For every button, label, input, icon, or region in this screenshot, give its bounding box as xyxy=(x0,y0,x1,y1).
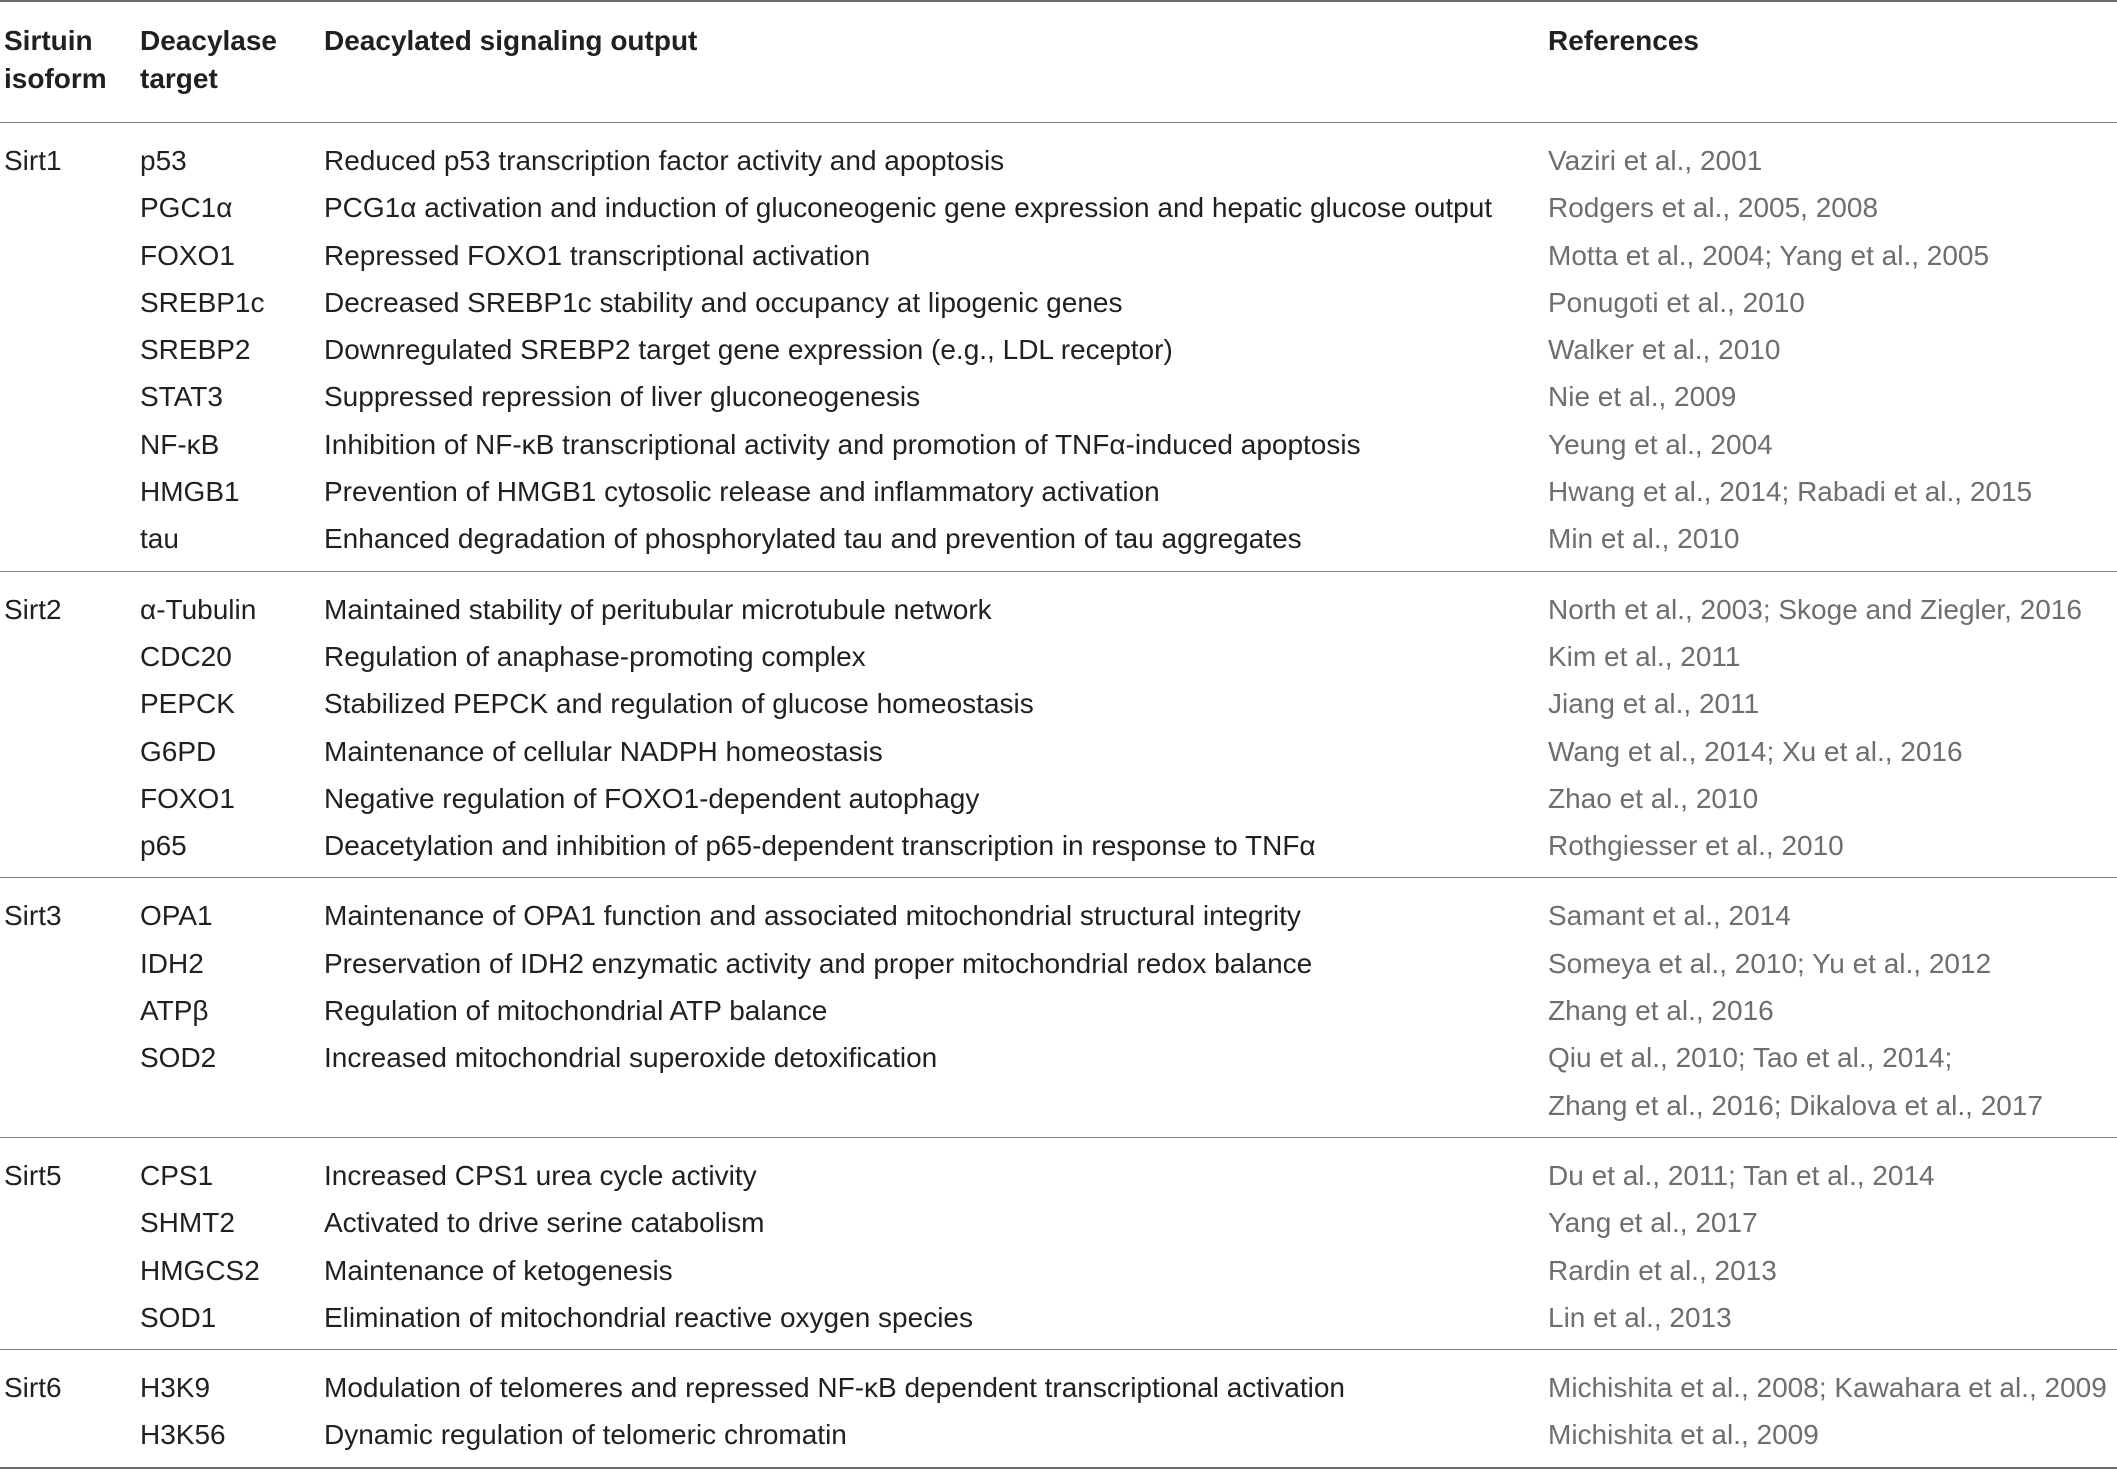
cell-references xyxy=(1548,326,2117,373)
table-row xyxy=(0,1247,2117,1294)
table-row xyxy=(0,878,2117,940)
cell-target: H3K56 xyxy=(140,1419,226,1451)
cell-references: Du et al., 2011; Tan et al., 2014 xyxy=(1548,1159,1935,1191)
table-row xyxy=(0,515,2117,571)
cell-isoform xyxy=(0,822,140,878)
table-row xyxy=(0,1199,2117,1246)
cell-references xyxy=(1548,184,2117,231)
cell-target: PEPCK xyxy=(140,688,235,720)
reference-link[interactable]: Yeung et al., 2004 xyxy=(1548,428,1773,460)
cell-output: Stabilized PEPCK and regulation of glucose homeostasis xyxy=(324,688,1034,720)
cell-isoform xyxy=(0,1411,140,1467)
reference-link[interactable]: Motta et al., 2004 xyxy=(1548,239,1765,271)
cell-references: Motta et al., 2004; Yang et al., 2005 xyxy=(1548,239,1990,271)
header-signaling-output: Deacylated signaling output xyxy=(324,25,698,56)
cell-output: Downregulated SREBP2 target gene expression (e.g., LDL receptor) xyxy=(324,334,1173,366)
reference-link[interactable]: Yang et al., 2005 xyxy=(1779,239,1990,271)
reference-link[interactable]: Walker et al., 2010 xyxy=(1548,334,1781,366)
cell-references xyxy=(1548,1247,2117,1294)
cell-target: SHMT2 xyxy=(140,1207,235,1239)
table-row xyxy=(0,421,2117,468)
cell-references: Qiu et al., 2010; Tao et al., 2014; xyxy=(1548,1042,1953,1074)
cell-output: Elimination of mitochondrial reactive oxygen species xyxy=(324,1301,973,1333)
cell-isoform xyxy=(0,633,140,680)
reference-link[interactable]: Rardin et al., 2013 xyxy=(1548,1254,1777,1286)
reference-link[interactable]: Min et al., 2010 xyxy=(1548,523,1740,555)
cell-isoform xyxy=(0,775,140,822)
cell-references xyxy=(1548,123,2117,185)
group-sirt2 xyxy=(0,571,2117,878)
reference-link[interactable]: Michishita et al., 2008 xyxy=(1548,1372,1819,1404)
header-sirtuin-isoform: Sirtuin isoform xyxy=(4,25,107,94)
cell-output: Preservation of IDH2 enzymatic activity and proper mitochondrial redox balance xyxy=(324,947,1313,979)
cell-references xyxy=(1548,1411,2117,1467)
reference-link[interactable]: Tan et al., 2014 xyxy=(1743,1159,1935,1191)
table-row xyxy=(0,468,2117,515)
cell-target: OPA1 xyxy=(140,900,213,932)
reference-link[interactable]: Samant et al., 2014 xyxy=(1548,900,1791,932)
table-row xyxy=(0,232,2117,279)
cell-target: p53 xyxy=(140,145,187,176)
table-row xyxy=(0,728,2117,775)
cell-output: PCG1α activation and induction of gluconeogenic gene expression and hepatic glucose output xyxy=(324,192,1493,224)
table-row xyxy=(0,1034,2117,1081)
cell-references: Michishita et al., 2008; Kawahara et al., 2009 xyxy=(1548,1372,2107,1404)
reference-link[interactable]: Du et al., 2011 xyxy=(1548,1159,1729,1191)
cell-references: Wang et al., 2014; Xu et al., 2016 xyxy=(1548,735,1963,767)
reference-link[interactable]: Zhao et al., 2010 xyxy=(1548,782,1759,814)
cell-output: Maintenance of OPA1 function and associated mitochondrial structural integrity xyxy=(324,900,1301,932)
cell-output: Modulation of telomeres and repressed NF-κB dependent transcriptional activation xyxy=(324,1372,1346,1404)
reference-link[interactable]: Kim et al., 2011 xyxy=(1548,640,1741,672)
cell-isoform xyxy=(0,468,140,515)
cell-target: FOXO1 xyxy=(140,239,235,271)
cell-output: Increased mitochondrial superoxide detoxification xyxy=(324,1042,938,1074)
reference-link[interactable]: Skoge and Ziegler, 2016 xyxy=(1778,593,2082,625)
cell-isoform xyxy=(0,1294,140,1350)
table-row xyxy=(0,373,2117,420)
table-row xyxy=(0,1350,2117,1412)
cell-output: Suppressed repression of liver gluconeogenesis xyxy=(324,381,921,413)
reference-link[interactable]: Qiu et al., 2010 xyxy=(1548,1042,1738,1074)
cell-target: H3K9 xyxy=(140,1372,211,1404)
reference-link[interactable]: Wang et al., 2014 xyxy=(1548,735,1767,767)
cell-isoform xyxy=(0,279,140,326)
cell-references xyxy=(1548,878,2117,940)
cell-references xyxy=(1548,421,2117,468)
table-row xyxy=(0,940,2117,987)
reference-link[interactable]: Someya et al., 2010 xyxy=(1548,947,1798,979)
cell-output xyxy=(324,1082,1548,1138)
cell-output: Decreased SREBP1c stability and occupancy at lipogenic genes xyxy=(324,286,1123,318)
cell-output: Negative regulation of FOXO1-dependent autophagy xyxy=(324,782,980,814)
cell-references xyxy=(1548,633,2117,680)
cell-isoform: Sirt6 xyxy=(4,1372,62,1404)
cell-output: Repressed FOXO1 transcriptional activation xyxy=(324,239,871,271)
cell-references: Someya et al., 2010; Yu et al., 2012 xyxy=(1548,947,1992,979)
cell-target: HMGCS2 xyxy=(140,1254,260,1286)
cell-isoform: Sirt2 xyxy=(4,593,62,625)
cell-references xyxy=(1548,680,2117,727)
cell-isoform xyxy=(0,987,140,1034)
reference-link[interactable]: Yang et al., 2017 xyxy=(1548,1207,1758,1239)
reference-link[interactable]: Ponugoti et al., 2010 xyxy=(1548,286,1805,318)
table-header xyxy=(0,1,2117,123)
cell-references xyxy=(1548,279,2117,326)
reference-link[interactable]: Rodgers et al., 2005, 2008 xyxy=(1548,192,1879,224)
reference-link[interactable]: Rothgiesser et al., 2010 xyxy=(1548,830,1844,862)
cell-output: Dynamic regulation of telomeric chromatin xyxy=(324,1419,847,1451)
cell-isoform: Sirt5 xyxy=(4,1159,62,1191)
reference-link[interactable]: North et al., 2003 xyxy=(1548,593,1763,625)
cell-output: Enhanced degradation of phosphorylated tau and prevention of tau aggregates xyxy=(324,523,1302,555)
cell-isoform xyxy=(0,680,140,727)
cell-references: Hwang et al., 2014; Rabadi et al., 2015 xyxy=(1548,476,2033,508)
reference-link[interactable]: Zhang et al., 2016 xyxy=(1548,995,1774,1027)
cell-target: tau xyxy=(140,523,179,555)
cell-output: Reduced p53 transcription factor activity and apoptosis xyxy=(324,145,1005,176)
cell-references xyxy=(1548,373,2117,420)
cell-target: SREBP1c xyxy=(140,286,265,318)
table-row xyxy=(0,1137,2117,1199)
cell-target xyxy=(140,1082,324,1138)
cell-isoform: Sirt1 xyxy=(4,145,62,176)
reference-link[interactable]: Yu et al., 2012 xyxy=(1812,947,1992,979)
cell-target: α-Tubulin xyxy=(140,593,257,625)
cell-isoform xyxy=(0,515,140,571)
cell-references xyxy=(1548,1294,2117,1350)
cell-isoform xyxy=(0,1199,140,1246)
cell-target: SOD1 xyxy=(140,1301,217,1333)
cell-references xyxy=(1548,1199,2117,1246)
table-row xyxy=(0,822,2117,878)
cell-isoform xyxy=(0,373,140,420)
table-row xyxy=(0,1082,2117,1138)
reference-link[interactable]: Michishita et al., 2009 xyxy=(1548,1419,1819,1451)
table-row xyxy=(0,1294,2117,1350)
cell-references xyxy=(1548,775,2117,822)
cell-output: Maintenance of cellular NADPH homeostasis xyxy=(324,735,883,767)
cell-isoform xyxy=(0,232,140,279)
cell-references xyxy=(1548,987,2117,1034)
reference-link[interactable]: Vaziri et al., 2001 xyxy=(1548,145,1763,176)
cell-output: Activated to drive serine catabolism xyxy=(324,1207,765,1239)
group-sirt3 xyxy=(0,878,2117,1137)
table-row xyxy=(0,987,2117,1034)
cell-target: NF-κB xyxy=(140,428,220,460)
cell-output: Inhibition of NF-κB transcriptional activity and promotion of TNFα-induced apoptosis xyxy=(324,428,1361,460)
group-sirt5 xyxy=(0,1137,2117,1349)
group-sirt1 xyxy=(0,123,2117,572)
cell-target: G6PD xyxy=(140,735,217,767)
table-row xyxy=(0,1411,2117,1467)
reference-link[interactable]: Kawahara et al., 2009 xyxy=(1834,1372,2107,1404)
reference-link[interactable]: Xu et al., 2016 xyxy=(1782,735,1963,767)
cell-isoform xyxy=(0,940,140,987)
header-references: References xyxy=(1548,25,1699,56)
cell-isoform xyxy=(0,184,140,231)
group-sirt6 xyxy=(0,1350,2117,1468)
table-row xyxy=(0,633,2117,680)
cell-target: STAT3 xyxy=(140,381,223,413)
cell-references xyxy=(1548,822,2117,878)
cell-target: FOXO1 xyxy=(140,782,235,814)
cell-target: ATPβ xyxy=(140,995,209,1027)
cell-isoform xyxy=(0,326,140,373)
cell-output: Maintenance of ketogenesis xyxy=(324,1254,673,1286)
reference-link[interactable]: Tao et al., 2014; xyxy=(1752,1042,1953,1074)
header-deacylase-target: Deacylase target xyxy=(140,25,278,94)
cell-output: Regulation of mitochondrial ATP balance xyxy=(324,995,828,1027)
table-row xyxy=(0,775,2117,822)
reference-link[interactable]: Lin et al., 2013 xyxy=(1548,1301,1732,1333)
reference-link[interactable]: Jiang et al., 2011 xyxy=(1548,688,1760,720)
table-row xyxy=(0,279,2117,326)
cell-target: p65 xyxy=(140,830,187,862)
cell-isoform xyxy=(0,1247,140,1294)
table-row xyxy=(0,680,2117,727)
reference-link[interactable]: Rabadi et al., 2015 xyxy=(1797,476,2033,508)
cell-isoform: Sirt3 xyxy=(4,900,62,932)
cell-target: HMGB1 xyxy=(140,476,240,508)
table-row xyxy=(0,184,2117,231)
cell-output: Increased CPS1 urea cycle activity xyxy=(324,1159,757,1191)
cell-target: SREBP2 xyxy=(140,334,251,366)
cell-isoform xyxy=(0,728,140,775)
cell-target: SOD2 xyxy=(140,1042,217,1074)
cell-isoform xyxy=(0,421,140,468)
table-row xyxy=(0,123,2117,185)
cell-target: IDH2 xyxy=(140,947,204,979)
cell-isoform xyxy=(0,1034,140,1081)
table-row xyxy=(0,571,2117,633)
cell-output: Regulation of anaphase-promoting complex xyxy=(324,640,866,672)
cell-output: Prevention of HMGB1 cytosolic release and inflammatory activation xyxy=(324,476,1160,508)
reference-link[interactable]: Zhang et al., 2016 xyxy=(1548,1089,1774,1121)
cell-target: PGC1α xyxy=(140,192,233,224)
reference-link[interactable]: Nie et al., 2009 xyxy=(1548,381,1737,413)
cell-isoform xyxy=(0,1082,140,1138)
cell-references xyxy=(1548,515,2117,571)
cell-target: CDC20 xyxy=(140,640,232,672)
cell-target: CPS1 xyxy=(140,1159,214,1191)
cell-output: Maintained stability of peritubular microtubule network xyxy=(324,593,992,625)
table-row xyxy=(0,326,2117,373)
cell-references: Zhang et al., 2016; Dikalova et al., 2017 xyxy=(1548,1089,2044,1121)
header-row xyxy=(0,2,2117,123)
reference-link[interactable]: Dikalova et al., 2017 xyxy=(1789,1089,2044,1121)
cell-output: Deacetylation and inhibition of p65-dependent transcription in response to TNFα xyxy=(324,830,1316,862)
reference-link[interactable]: Hwang et al., 2014 xyxy=(1548,476,1782,508)
cell-references: North et al., 2003; Skoge and Ziegler, 2016 xyxy=(1548,593,2082,625)
